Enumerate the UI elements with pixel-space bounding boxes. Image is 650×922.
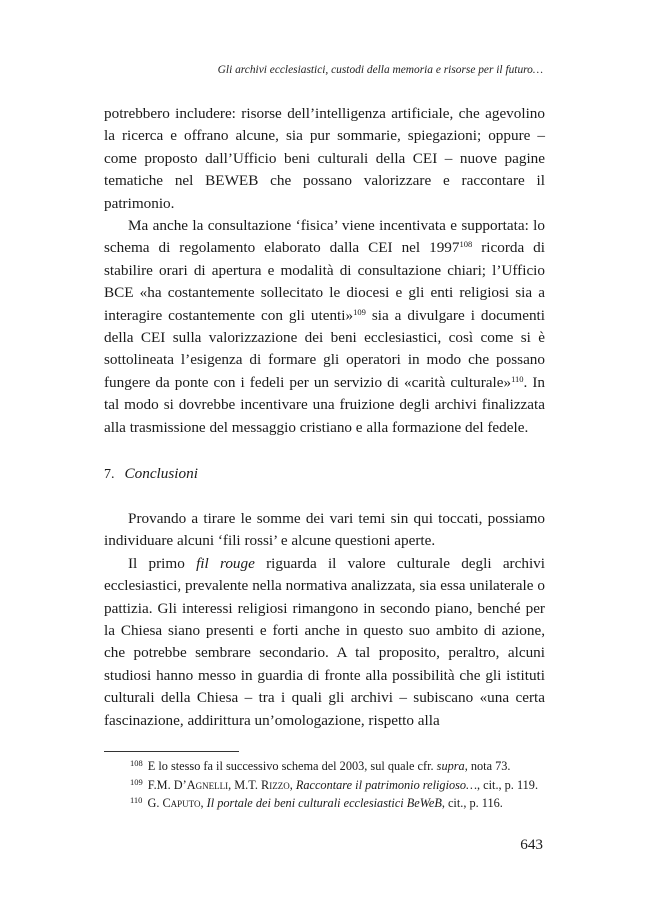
paragraph-1 (104, 103, 545, 215)
footnote-109 (104, 776, 545, 795)
footnote-number: 108 (130, 758, 143, 768)
footnote-number: 109 (130, 776, 143, 787)
section-title: Conclusioni (124, 465, 198, 482)
paragraph-2-text-d: . In tal modo si dovrebbe incentivare una fruizione degli archivi finalizzata alla trasmissione del messaggio cristiano e alla formazione del fedele. (104, 373, 545, 436)
section-heading (104, 465, 198, 483)
footnote-ref-109[interactable]: 109 (353, 306, 366, 317)
paragraph-2-text-a: Ma anche la consultazione ‘fisica’ viene incentivata e supportata: lo schema di regolamento elaborato dalla CEI nel 1997 (104, 217, 545, 257)
footnote-108 (104, 757, 545, 776)
footnote-text: , nota 73. (464, 759, 511, 773)
footnote-ref-110[interactable]: 110 (511, 373, 524, 384)
footnote-emphasis: Il portale dei beni culturali ecclesiastici BeWeB (206, 796, 442, 811)
footnote-ref-108[interactable]: 108 (459, 239, 473, 250)
paragraph-2 (104, 215, 545, 439)
footnote-emphasis: supra (436, 759, 465, 773)
paragraph-2-text-b: ricorda di stabilire orari di apertura e modalità di consultazione chiari; l’Ufficio BCE «ha costantemente sollecitato le diocesi e gli enti religiosi sia a interagire costantemente con gli utenti» (104, 239, 545, 324)
footnote-emphasis: Raccontare il patrimonio religioso… (295, 777, 477, 792)
footnote-text: , cit., p. 119. (477, 777, 539, 792)
paragraph-3-text: Provando a tirare le somme dei vari temi sin qui toccati, possiamo individuare alcuni ‘fili rossi’ e alcune questioni aperte. (104, 510, 545, 550)
paragraph-4-text-b: riguarda il valore culturale degli archivi ecclesiastici, prevalente nella normativa analizzata, sia essa unilaterale o pattizia. Gli interessi religiosi rimangono in secondo piano, benché per la Chiesa siano presenti e forti anche in questo suo ambito di azione, che potrebbe sembrare secondario. A tal proposito, peraltro, alcuni studiosi hanno messo in guardia di fronte alla possibilità che gli istituti culturali della Chiesa – tra i quali gli archivi – subiscano «una certa fascinazione, addirittura un’omologazione, rispetto alla (104, 554, 545, 729)
paragraph-4-text-a: Il primo (128, 554, 197, 572)
section-number: 7. (104, 467, 115, 482)
paragraph-4 (104, 553, 545, 732)
footnote-text: F.M. D’Agnelli, M.T. Rizzo, (147, 777, 296, 792)
paragraph-3 (104, 508, 545, 553)
footnote-number: 110 (130, 795, 143, 806)
page-number: 643 (520, 836, 543, 853)
paragraph-2-text-c: sia a divulgare i documenti della CEI sulla valorizzazione dei beni ecclesiastici, così come si è sottolineata l’esigenza di formare gli operatori in modo che possano fungere da ponte con i fedeli per un servizio di «carità culturale» (104, 306, 545, 391)
body-text-upper (104, 103, 545, 439)
paragraph-1-text: potrebbero includere: risorse dell’intelligenza artificiale, che agevolino la ricerca e offrano alcune, sia pur sommarie, spiegazioni; oppure – come proposto dall’Ufficio beni culturali della CEI – nuove pagine tematiche nel BEWEB che possano valorizzare e raccontare il patrimonio. (104, 105, 545, 212)
footnote-110 (104, 794, 545, 813)
footnote-divider (104, 751, 239, 752)
footnote-text: , cit., p. 116. (441, 796, 503, 811)
footnote-text: E lo stesso fa il successivo schema del 2003, sul quale cfr. (147, 759, 437, 773)
body-text-lower (104, 508, 545, 732)
paragraph-4-emphasis: fil rouge (196, 554, 255, 572)
running-head: Gli archivi ecclesiastici, custodi della memoria e risorse per il futuro… (217, 64, 543, 76)
footnote-text: G. Caputo, (147, 796, 207, 811)
footnotes (104, 757, 545, 813)
